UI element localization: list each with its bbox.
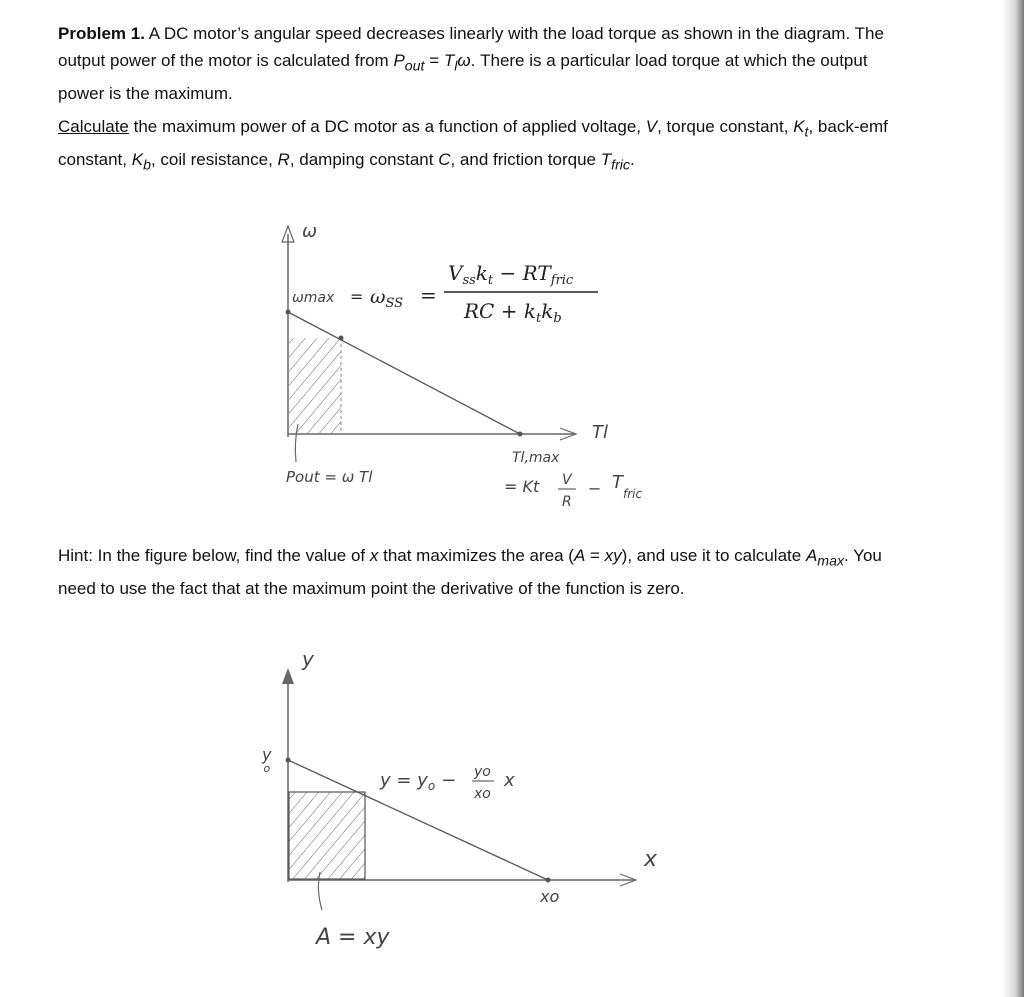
svg-text:yo: yo xyxy=(474,764,491,780)
problem-statement: Problem 1. A DC motor’s angular speed decreases linearly with the load torque as shown in the diagram. The output power of the motor is calculated from $P_{out} = T_l\omega$. There is a particular load torque at which the output power is the maximum. xyxy=(58,24,884,104)
speed-torque-figure xyxy=(258,212,678,532)
hint-text: Hint: In the figure below, find the value of x that maximizes the area (A = xy), and use it to calculate $A_{max}$. You need to use the fact that at the maximum point the derivative of the function is zero. xyxy=(58,546,882,599)
pout-symbol: $P_{out}$ xyxy=(393,51,425,75)
operating-point xyxy=(339,336,344,341)
y0-point xyxy=(286,758,291,763)
pout-label: Pout = ω Tl xyxy=(286,468,373,486)
area-figure xyxy=(258,640,688,960)
line-equation: $y = y_o$ − xyxy=(380,770,457,793)
svg-text:x: x xyxy=(504,770,515,791)
svg-text:V: V xyxy=(562,472,572,488)
tl-max-label: Tl,max xyxy=(512,450,560,466)
task-statement: Calculate the maximum power of a DC motor as a function of applied voltage, V, torque constant, $K_t$, back-emf constant, $K_b$, coil resistance, R, damping constant C, and friction torque $T_{fric}$. xyxy=(58,117,888,174)
omega-max-point xyxy=(286,310,291,315)
x-axis-label: x xyxy=(644,847,658,872)
x0-point xyxy=(546,878,551,883)
torque-axis-label: Tl xyxy=(592,422,608,443)
tl-max-expression: = Kt xyxy=(504,477,540,496)
omega-ss-denominator: RC + $k_tk_b$ xyxy=(464,299,562,326)
y-axis-label: y xyxy=(302,647,314,671)
x0-label: xo xyxy=(540,887,560,906)
area-diagram xyxy=(258,640,688,960)
svg-text:xo: xo xyxy=(474,786,491,802)
svg-text:Tfric: $T_{fric}$ xyxy=(612,472,643,501)
omega-ss-numerator: $V_{ss}k_t - RT_{fric}$ xyxy=(448,261,574,288)
power-area-hatch xyxy=(289,338,341,433)
calculate-word: Calculate xyxy=(58,117,129,136)
tl-max-point xyxy=(518,432,523,437)
area-rectangle xyxy=(289,792,365,879)
y-axis-arrow xyxy=(282,668,294,684)
problem-label: Problem 1. xyxy=(58,24,145,43)
y0-label: y o xyxy=(262,745,272,775)
omega-ss-label: $\omega_{SS}$ xyxy=(370,286,404,311)
area-label: A = xy xyxy=(316,925,390,950)
page-edge-shadow xyxy=(1002,0,1024,997)
speed-torque-diagram xyxy=(258,212,678,532)
svg-text:−: − xyxy=(588,479,602,498)
omega-max-label: ωmax xyxy=(292,290,335,306)
omega-axis-label: ω xyxy=(302,221,318,242)
svg-text:=: = xyxy=(350,287,364,306)
svg-text:R: R xyxy=(562,494,572,510)
tl-symbol: $T_l\omega$ xyxy=(443,51,471,75)
svg-text:=: = xyxy=(420,283,437,307)
